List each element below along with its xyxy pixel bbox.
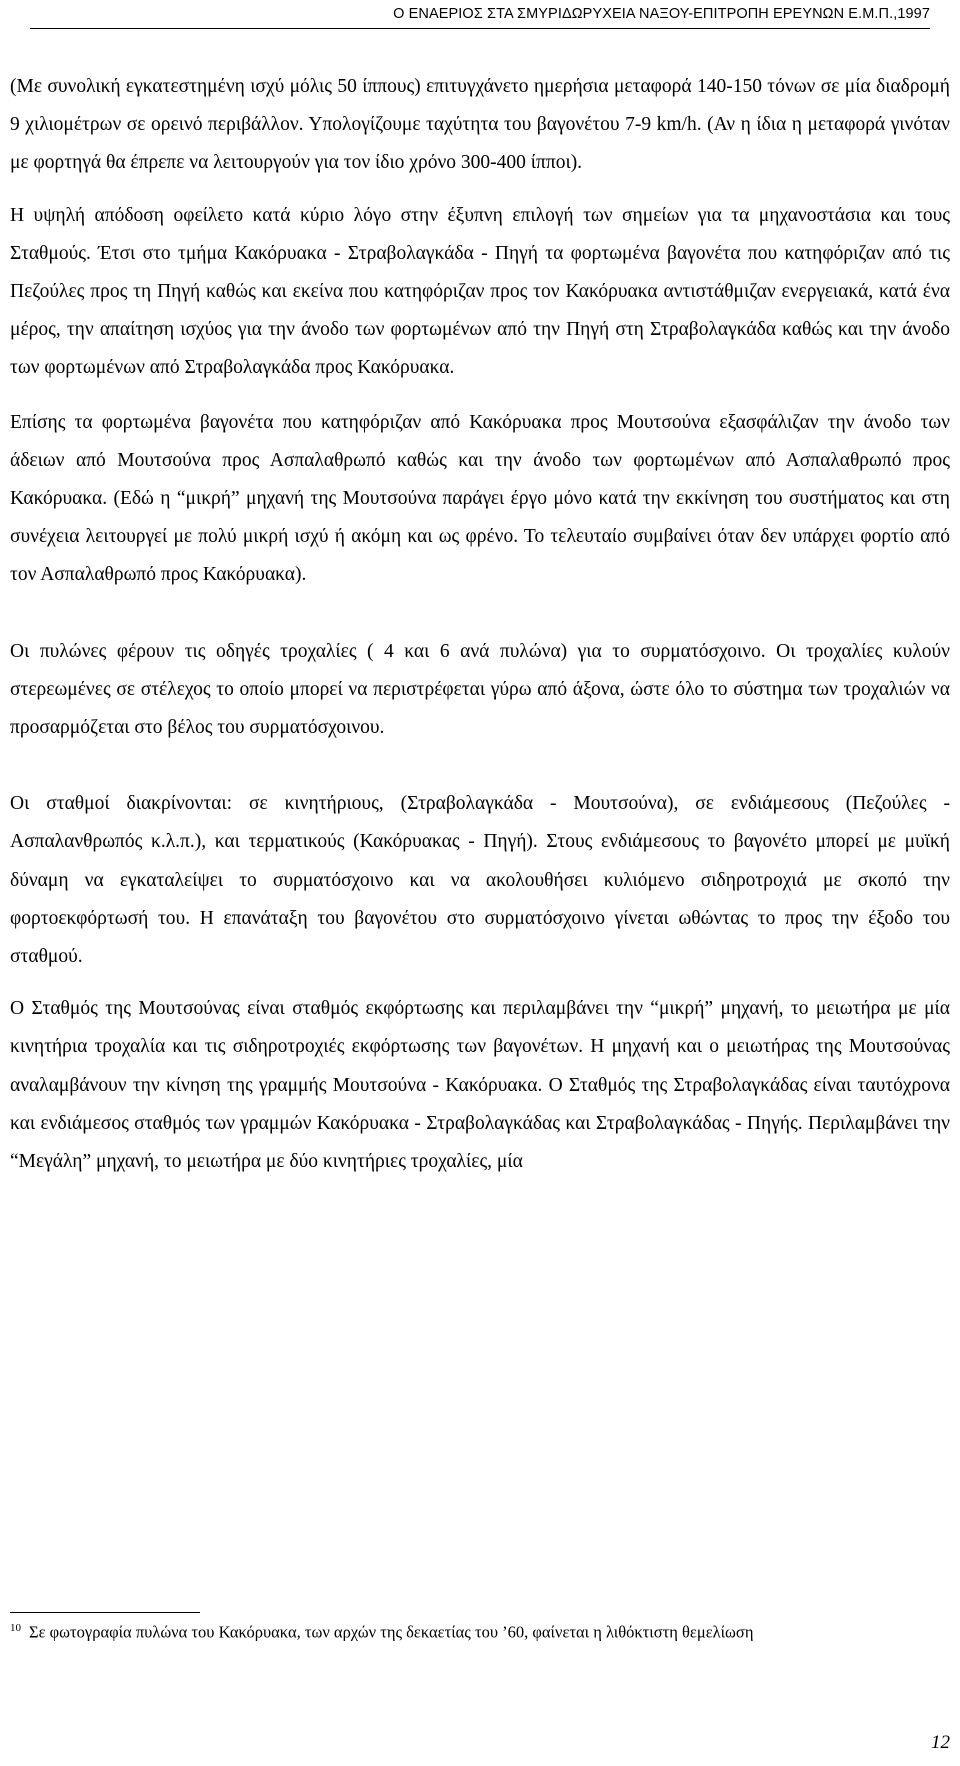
paragraph-2: Η υψηλή απόδοση οφείλετο κατά κύριο λόγο στην έξυπνη επιλογή των σημείων για τα μηχανοστάσια και τους Σταθμούς. Έτσι στο τμήμα Κακόρυακα - Στραβολαγκάδα - Πηγή τα φορτωμένα βαγονέτα που κατηφόριζαν από τις Πεζούλες προς τη Πηγή καθώς και εκείνα που κατηφόριζαν προς τον Κακόρυακα αντιστάθμιζαν ενεργειακά, κατά ένα μέρος, την απαίτηση ισχύος για την άνοδο των φορτωμένων από την Πηγή στη Στραβολαγκάδα καθώς και την άνοδο των φορτωμένων από Στραβολαγκάδα προς Κακόρυακα. xyxy=(10,204,950,379)
footnote xyxy=(10,1617,950,1644)
paragraph-4: Οι πυλώνες φέρουν τις οδηγές τροχαλίες ( 4 και 6 ανά πυλώνα) για το συρματόσχοινο. Οι τροχαλίες κυλούν στερεωμένες σε στέλεχος το οποίο μπορεί να περιστρέφεται γύρω από άξονα, ώστε όλο το σύστημα των τροχαλιών να προσαρμόζεται στο βέλος του συρματόσχοινου. xyxy=(10,640,950,739)
page-header: Ο ΕΝΑΕΡΙΟΣ ΣΤΑ ΣΜΥΡΙΔΩΡΥΧΕΙΑ ΝΑΞΟΥ-ΕΠΙΤΡΟΠΗ ΕΡΕΥΝΩΝ Ε.Μ.Π.,1997 xyxy=(30,6,930,29)
page-number: 12 xyxy=(931,1732,950,1753)
footnote-text: Σε φωτογραφία πυλώνα του Κακόρυακα, των αρχών της δεκαετίας του ’60, φαίνεται η λιθόκτιστη θεμελίωση xyxy=(29,1622,754,1642)
paragraph-1: (Με συνολική εγκατεστημένη ισχύ μόλις 50 ίππους) επιτυγχάνετο ημερήσια μεταφορά 140-150 τόνων σε μία διαδρομή 9 χιλιομέτρων σε ορεινό περιβάλλον. Υπολογίζουμε ταχύτητα του βαγονέτου 7-9 km/h. (Αν η ίδια η μεταφορά γινόταν με φορτηγά θα έπρεπε να λειτουργούν για τον ίδιο χρόνο 300-400 ίπποι). xyxy=(10,76,950,174)
footnote-separator xyxy=(10,1612,200,1613)
paragraph-6: Ο Σταθμός της Μουτσούνας είναι σταθμός εκφόρτωσης και περιλαμβάνει την “μικρή” μηχανή, το μειωτήρα με μία κινητήρια τροχαλία και τις σιδηροτροχιές εκφόρτωσης των βαγονέτων. Η μηχανή και ο μειωτήρας της Μουτσούνας αναλαμβάνουν την κίνηση της γραμμής Μουτσούνα - Κακόρυακα. Ο Σταθμός της Στραβολαγκάδας είναι ταυτόχρονα και ενδιάμεσος σταθμός των γραμμών Κακόρυακα - Στραβολαγκάδας και Στραβολαγκάδας - Πηγής. Περιλαμβάνει την “Μεγάλη” μηχανή, το μειωτήρα με δύο κινητήριες τροχαλίες, μία xyxy=(10,998,950,1173)
footnote-number: 10 xyxy=(10,1622,21,1634)
document-body xyxy=(10,68,950,1181)
paragraph-3: Επίσης τα φορτωμένα βαγονέτα που κατηφόριζαν από Κακόρυακα προς Μουτσούνα εξασφάλιζαν την άνοδο των άδειων από Μουτσούνα προς Ασπαλαθρωπό καθώς και την άνοδο των φορτωμένων από Ασπαλαθρωπό προς Κακόρυακα. (Εδώ η “μικρή” μηχανή της Μουτσούνα παράγει έργο μόνο κατά την εκκίνηση του συστήματος και στη συνέχεια λειτουργεί με πολύ μικρή ισχύ ή ακόμη και ως φρένο. Το τελευταίο συμβαίνει όταν δεν υπάρχει φορτίο από τον Ασπαλαθρωπό προς Κακόρυακα). xyxy=(10,411,950,586)
paragraph-5: Οι σταθμοί διακρίνονται: σε κινητήριους, (Στραβολαγκάδα - Μουτσούνα), σε ενδιάμεσους (Πεζούλες - Ασπαλανθρωπός κ.λ.π.), και τερματικούς (Κακόρυακας - Πηγή). Στους ενδιάμεσους το βαγονέτο μπορεί με μυϊκή δύναμη να εγκαταλείψει το συρματόσχοινο και να ακολουθήσει κυλιόμενο σιδηροτροχιά με σκοπό την φορτοεκφόρτωσή του. Η επανάταξη του βαγονέτου στο συρματόσχοινο γίνεται ωθώντας το προς την έξοδο του σταθμού. xyxy=(10,793,950,968)
